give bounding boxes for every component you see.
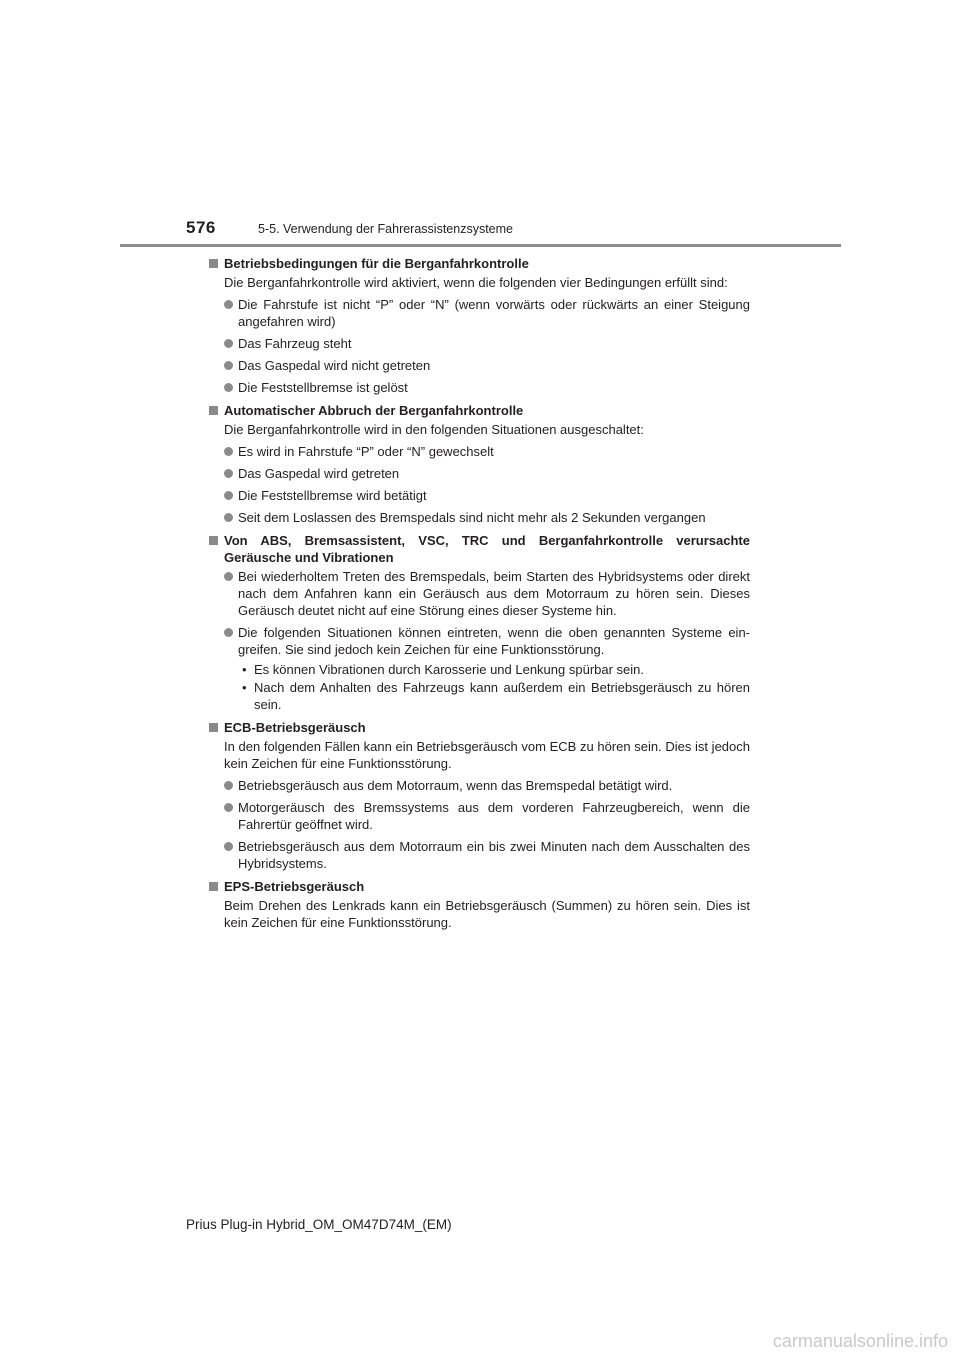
- section-heading: [209, 719, 750, 736]
- section-title: ECB-Betriebsgeräusch: [224, 720, 366, 735]
- footer-document-id: Prius Plug-in Hybrid_OM_OM47D74M_(EM): [186, 1217, 452, 1232]
- circle-bullet-icon: [224, 572, 233, 581]
- list-item-text: Das Gaspedal wird nicht getreten: [238, 358, 431, 373]
- list-item: [224, 509, 750, 526]
- list-item: [224, 487, 750, 504]
- circle-bullet-icon: [224, 842, 233, 851]
- section-noise-vibration: [209, 532, 750, 713]
- section-ecb-noise: [209, 719, 750, 872]
- section-intro: Beim Drehen des Lenkrads kann ein Betriebsgeräusch (Summen) zu hören sein. Dies ist kein Zeichen für eine Funktionsstörung.: [224, 898, 750, 930]
- section-intro: Die Berganfahrkontrolle wird in den folgenden Situationen ausgeschaltet:: [224, 422, 644, 437]
- section-intro: Die Berganfahrkontrolle wird aktiviert, wenn die folgenden vier Bedingungen erfüllt sind:: [224, 275, 728, 290]
- circle-bullet-icon: [224, 491, 233, 500]
- circle-bullet-icon: [224, 361, 233, 370]
- section-intro: In den folgenden Fällen kann ein Betriebsgeräusch vom ECB zu hören sein. Dies ist jedoch kein Zeichen für eine Funktionsstörung.: [224, 739, 750, 771]
- section-heading: [209, 402, 750, 419]
- square-bullet-icon: [209, 259, 218, 268]
- circle-bullet-icon: [224, 781, 233, 790]
- sub-list-item-text: Nach dem Anhalten des Fahrzeugs kann außerdem ein Betriebsgeräusch zu hören sein.: [254, 680, 750, 712]
- section-heading: [209, 255, 750, 272]
- list-item-text: Betriebsgeräusch aus dem Motorraum, wenn das Bremspedal betätigt wird.: [238, 778, 673, 793]
- list-item-text: Das Gaspedal wird getreten: [238, 466, 400, 481]
- watermark: carmanualsonline.info: [772, 1331, 948, 1351]
- list-item: [224, 838, 750, 872]
- sub-list-item-text: Es können Vibrationen durch Karosserie und Lenkung spürbar sein.: [254, 662, 645, 677]
- section-title: Betriebsbedingungen für die Berganfahrkontrolle: [224, 256, 529, 271]
- section-operating-conditions: [209, 255, 750, 396]
- list-item: [224, 465, 750, 482]
- list-item-text: Motorgeräusch des Bremssystems aus dem vorderen Fahrzeugbereich, wenn die Fahrertür geöffnet wird.: [238, 800, 750, 832]
- page-number: 576: [186, 218, 216, 237]
- square-bullet-icon: [209, 723, 218, 732]
- list-item-text: Die Feststellbremse ist gelöst: [238, 380, 408, 395]
- square-bullet-icon: [209, 406, 218, 415]
- list-item-text: Die Feststellbremse wird betätigt: [238, 488, 427, 503]
- circle-bullet-icon: [224, 339, 233, 348]
- list-item-text: Es wird in Fahrstufe “P” oder “N” gewechselt: [238, 444, 494, 459]
- list-item-text: Die folgenden Situationen können eintreten, wenn die oben genannten Systeme ein-greifen. Sie sind jedoch kein Zeichen für eine Funktionsstörung.: [238, 625, 750, 657]
- list-item-text: Die Fahrstufe ist nicht “P” oder “N” (wenn vorwärts oder rückwärts an einer Steigung angefahren wird): [238, 297, 750, 329]
- section-title: Von ABS, Bremsassistent, VSC, TRC und Berganfahrkontrolle verursachte Geräusche und Vibrationen: [224, 533, 750, 565]
- small-dot-bullet-icon: •: [242, 662, 247, 677]
- section-title: Automatischer Abbruch der Berganfahrkontrolle: [224, 403, 524, 418]
- list-item: [224, 357, 750, 374]
- list-item: [224, 296, 750, 330]
- chapter-title: 5-5. Verwendung der Fahrerassistenzsysteme: [258, 222, 513, 236]
- circle-bullet-icon: [224, 383, 233, 392]
- list-item: [224, 777, 750, 794]
- circle-bullet-icon: [224, 513, 233, 522]
- sub-list-item: [238, 679, 750, 713]
- circle-bullet-icon: [224, 300, 233, 309]
- circle-bullet-icon: [224, 803, 233, 812]
- section-heading: [209, 532, 750, 566]
- list-item: [224, 799, 750, 833]
- circle-bullet-icon: [224, 469, 233, 478]
- square-bullet-icon: [209, 536, 218, 545]
- section-title: EPS-Betriebsgeräusch: [224, 879, 365, 894]
- section-automatic-cancellation: [209, 402, 750, 526]
- section-heading: [209, 878, 750, 895]
- small-dot-bullet-icon: •: [242, 680, 247, 695]
- list-item: [224, 379, 750, 396]
- list-item-text: Betriebsgeräusch aus dem Motorraum ein bis zwei Minuten nach dem Ausschalten des Hybridsystems.: [238, 839, 750, 871]
- page-content: [209, 255, 750, 937]
- section-eps-noise: [209, 878, 750, 931]
- header-divider: [120, 244, 841, 247]
- circle-bullet-icon: [224, 628, 233, 637]
- list-item: [224, 624, 750, 658]
- circle-bullet-icon: [224, 447, 233, 456]
- list-item-text: Das Fahrzeug steht: [238, 336, 352, 351]
- list-item-text: Bei wiederholtem Treten des Bremspedals, beim Starten des Hybridsystems oder direkt nach dem Anfahren kann ein Geräusch aus dem Motorraum zu hören sein. Dieses Geräusch deutet nicht auf eine Störung eines dieser Systeme hin.: [238, 569, 750, 618]
- list-item: [224, 568, 750, 619]
- sub-list-item: [238, 661, 750, 678]
- list-item: [224, 335, 750, 352]
- list-item: [224, 443, 750, 460]
- square-bullet-icon: [209, 882, 218, 891]
- list-item-text: Seit dem Loslassen des Bremspedals sind nicht mehr als 2 Sekunden vergangen: [238, 510, 706, 525]
